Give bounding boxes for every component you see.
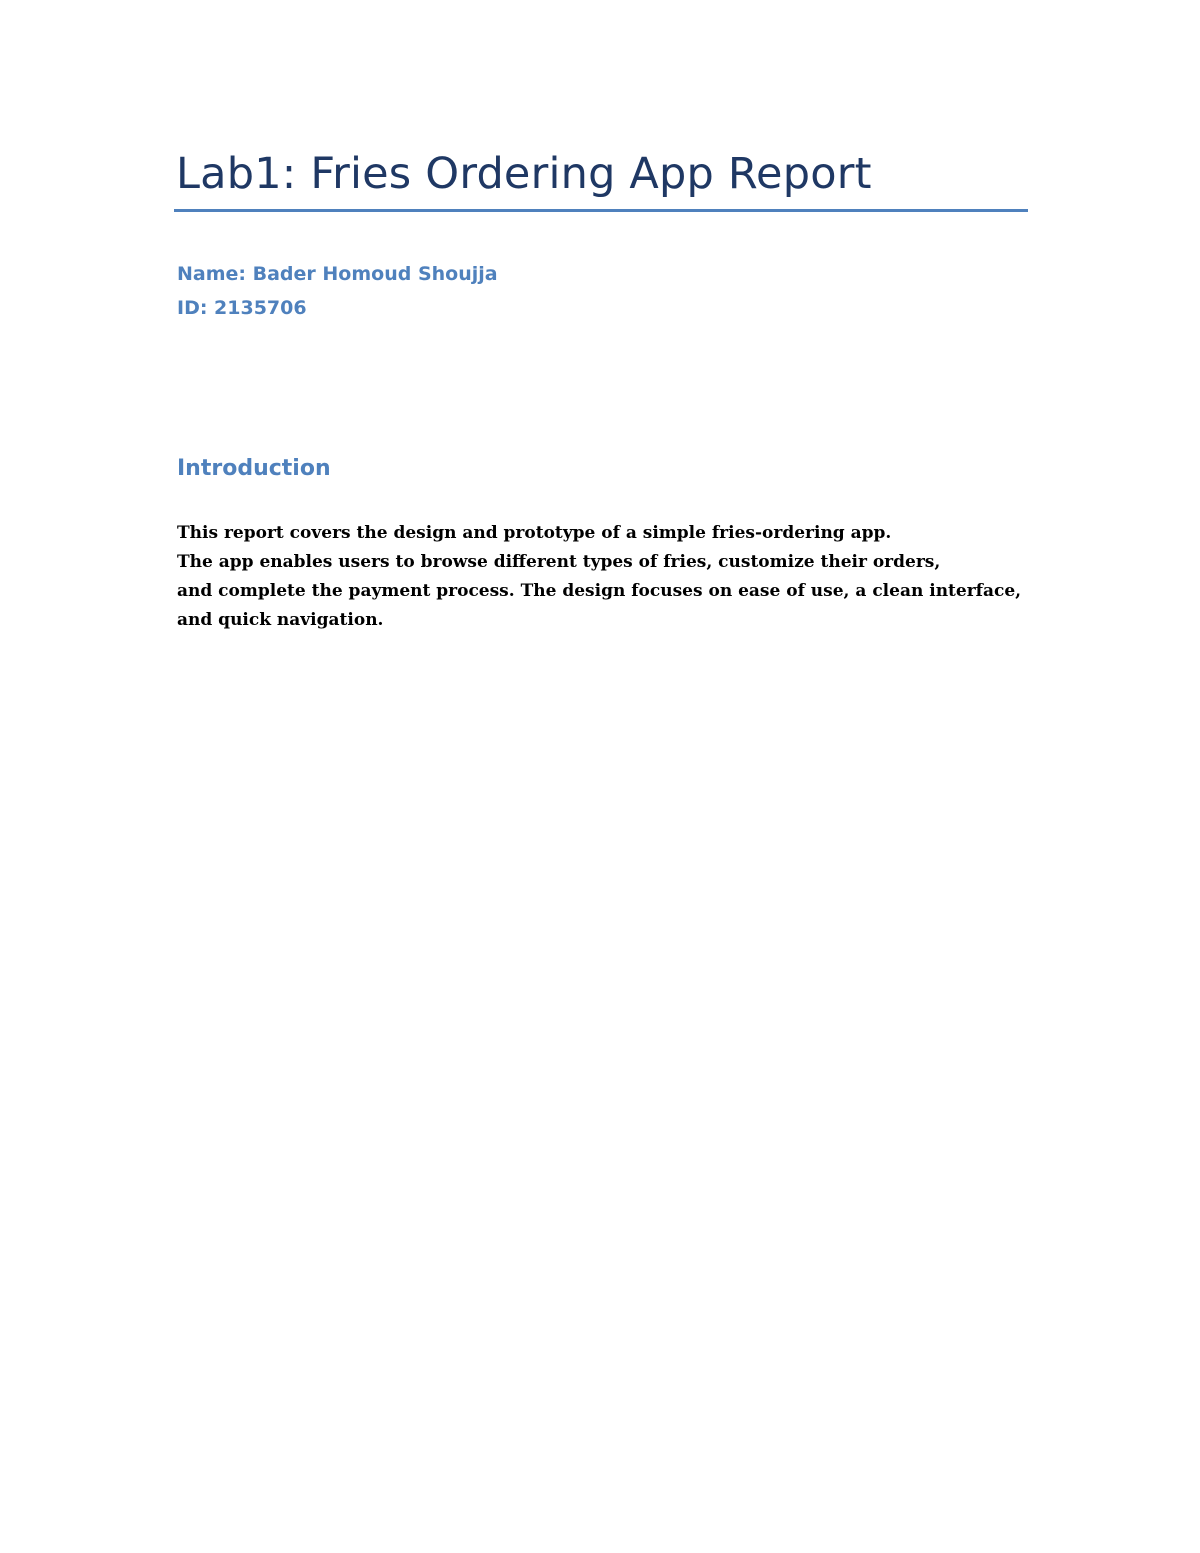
paragraph-line: and complete the payment process. The design focuses on ease of use, a clean interface, [177,581,1022,601]
paragraph-line: This report covers the design and prototype of a simple fries-ordering app. [177,523,892,543]
author-name: Name: Bader Homoud Shoujja [177,263,498,285]
student-id: ID: 2135706 [177,297,307,319]
title-underline-divider [174,209,1028,212]
paragraph-line: The app enables users to browse different types of fries, customize their orders, [177,552,941,572]
paragraph-line: and quick navigation. [177,610,384,630]
section-heading-introduction: Introduction [177,456,331,481]
document-title: Lab1: Fries Ordering App Report [176,149,872,199]
introduction-paragraph [177,519,1037,635]
